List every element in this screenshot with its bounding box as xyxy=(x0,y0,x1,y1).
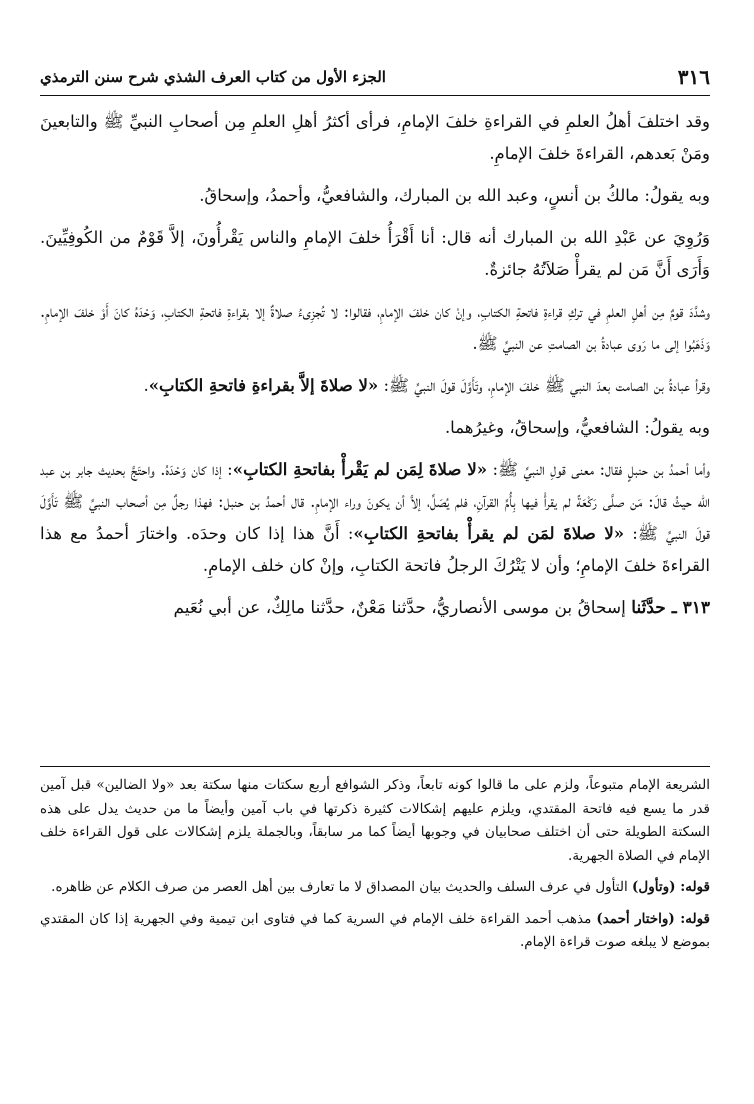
paragraph-7-text-b: : إذا كان وَحْدَهُ. واحتَجَّ بحديث جابر بن عبد الله حيثُ قالَ: مَن صلَّى رَكْعَةً لم يقرأْ فيها بِأُمِّ القرآنِ، فلم يُصَلِّ، إلاَّ أن يكونَ وراء الإمامِ. قال أحمدُ بن حنبل: فهذا رجلٌ مِن أصحاب النبيِّ ﷺ تَأَوَّلَ قولَ النبيِّ ﷺ: xyxy=(40,460,711,543)
header-rule xyxy=(40,95,710,96)
paragraph-7-text-a: وأما أحمدُ بن حنبلٍ فقال: معنى قولِ النبيِّ ﷺ: xyxy=(487,460,710,479)
running-title: الجزء الأول من كتاب العرف الشذي شرح سنن الترمذي xyxy=(40,68,386,86)
paragraph-5 xyxy=(40,370,710,402)
paragraph-5-end: . xyxy=(143,376,149,395)
hadith-quote-3: «لا صلاةَ لمَن لم يقرأْ بفاتحةِ الكتابِ» xyxy=(353,524,625,543)
hadith-quote: «لا صلاةَ إلاَّ بقراءةِ فاتحةِ الكتابِ» xyxy=(148,376,379,395)
footnote-1: الشريعة الإمام متبوعاً، ولزم على ما قالوا كونه تابعاً، وذكر الشوافع أربع سكتات منها سكتة بعد «ولا الضالين» قبل آمين قدر ما يسع فيه فاتحة المقتدي، ويلزم عليهم إشكالات كثيرة ذكرتها في باب آمين وأيضاً ما من حديث يدل على هذه السكتة الطويلة حتى أن اختلف صحابيان في وجوبها أيضاً كما مر سابقاً، وبالجملة يلزم إشكالات على قول القراءة خلف الإمام في الصلاة الجهرية. xyxy=(40,777,710,864)
hadith-number: ٣١٣ ـ حدَّثَنا xyxy=(631,598,710,618)
footnote-2-label: قوله: (وتأول) xyxy=(632,879,710,895)
hadith-313 xyxy=(40,592,710,624)
paragraph-1: وقد اختلفَ أهلُ العلمِ في القراءةِ خلفَ الإمامِ، فرأى أكثرُ أهلِ العلمِ مِن أصحابِ النبيِّ ﷺ والتابعينَ ومَنْ بَعدهم، القراءةَ خلفَ الإمامِ. xyxy=(40,112,710,163)
page-number: ٣١٦ xyxy=(677,65,710,89)
paragraph-3: وَرُوِيَ عن عَبْدِ الله بن المبارك أنه قال: أنا أَقْرَأُ خلفَ الإمامِ والناس يَقْرأُونَ، إلاَّ قَوْمٌ من الكُوفِيِّينَ. وَأَرَى أَنَّ مَن لم يقرأْ صَلاَتُهُ جائزةٌ. xyxy=(40,228,710,279)
paragraph-7-text-c: : أَنَّ هذا إذا كان وحدَه. واختارَ أحمدُ مع هذا القراءةَ خلفَ الإمامِ؛ وأن لا يَتْرُكَ الرجلُ فاتحة الكتابِ، وإنْ كان خلف الإمامِ. xyxy=(40,524,710,575)
footnote-3-label: قوله: (واختار أحمد) xyxy=(596,910,710,927)
hadith-chain: إسحاقُ بن موسى الأنصاريُّ، حدَّثنا مَعْنٌ، حدَّثنا مالِكٌ، عن أبي نُعَيم xyxy=(173,598,632,618)
footnote-3 xyxy=(40,908,710,955)
footnote-2 xyxy=(40,876,710,900)
paragraph-2: وبه يقولُ: مالكُ بن أنسٍ، وعبد الله بن المبارك، والشافعيُّ، وأحمدُ، وإسحاقُ. xyxy=(199,186,710,205)
footnote-3-text: مذهب أحمد القراءة خلف الإمام في السرية كما في فتاوى ابن تيمية وفي الجهرية إذا كان المقتدي بموضع لا يبلغه صوت قراءة الإمام. xyxy=(40,910,710,950)
page-header xyxy=(40,62,710,92)
paragraph-4: وشدَّدَ قومٌ مِن أهلِ العلمِ في تركِ قراءةِ فاتحةِ الكتابِ، وإنْ كان خلفَ الإمامِ، فقالوا: لا تُجزِىءُ صلاةٌ إلا بقراءةِ فاتحةِ الكتابِ، وَحْدَهُ كانَ أَوْ خلفَ الإمامِ. وَذَهَبُوا إلى ما رَوى عبادةُ بن الصامتِ عن النبيِّ ﷺ. xyxy=(40,302,710,353)
main-text xyxy=(40,106,710,634)
footnote-2-text: التأول في عرف السلف والحديث بيان المصداق لا ما تعارف بين أهل العصر من صرف الكلام عن ظاهره. xyxy=(51,879,633,895)
paragraph-6: وبه يقولُ: الشافعيُّ، وإسحاقُ، وغيرُهما. xyxy=(444,418,710,437)
footnotes xyxy=(40,774,710,963)
footnote-rule xyxy=(40,766,710,767)
paragraph-7 xyxy=(40,454,710,582)
hadith-quote-2: «لا صلاةَ لِمَن لم يَقْرأْ بفاتحةِ الكتابِ» xyxy=(232,460,488,479)
paragraph-5-text: وقرأ عبادةُ بن الصامت بعدَ النبي ﷺ خلفَ الإمامِ، وتَأَوَّلَ قولَ النبيِّ ﷺ: xyxy=(378,376,710,395)
